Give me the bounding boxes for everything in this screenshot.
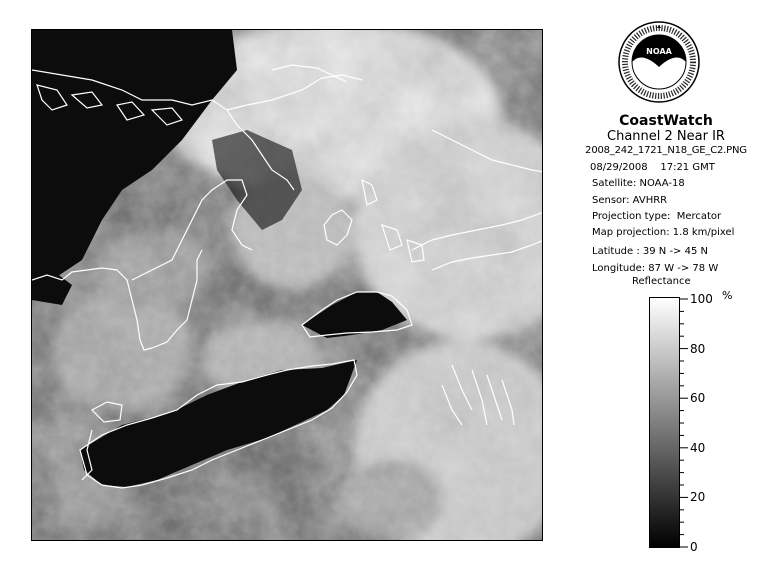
filename-label: 2008_242_1721_N18_GE_C2.PNG [585,145,747,156]
date-time: 08/29/2008 17:21 GMT [590,162,715,173]
latitude-label: Latitude : 39 N -> 45 N [592,246,708,257]
colorbar-tick-label: 80 [690,341,706,356]
colorbar-unit: % [722,289,733,302]
colorbar-tick-label: 20 [690,490,706,505]
satellite-map [31,29,543,541]
longitude-label: Longitude: 87 W -> 78 W [592,263,719,274]
logo-wordmark: NOAA [646,47,672,56]
product-title: CoastWatch [619,113,713,129]
sensor-label: Sensor: AVHRR [592,195,668,206]
colorbar-tick-label: 0 [690,540,698,554]
colorbar-tick-label: 40 [690,440,706,455]
noaa-logo [618,21,700,103]
projection-label: Projection type: Mercator [592,211,722,222]
colorbar-tick-label: 60 [690,391,706,406]
channel-label: Channel 2 Near IR [607,129,725,144]
colorbar [649,297,680,548]
colorbar-tick-label: 100 [690,292,713,306]
satellite-label: Satellite: NOAA-18 [592,178,685,189]
colorbar-title: Reflectance [632,276,691,287]
colorbar-ticks [680,297,740,549]
map-projection-label: Map projection: 1.8 km/pixel [592,227,735,238]
